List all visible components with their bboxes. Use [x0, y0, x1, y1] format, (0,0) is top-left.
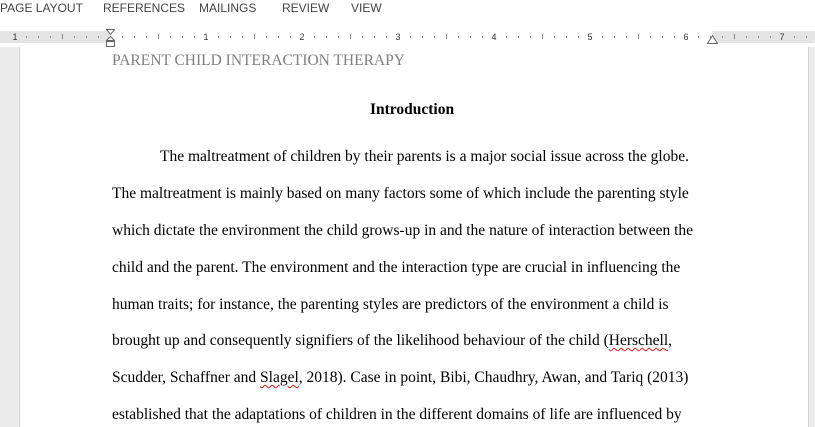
ruler-tick: [98, 36, 99, 38]
spelling-flag[interactable]: Herschell: [608, 332, 669, 349]
paragraph-line[interactable]: [112, 259, 680, 277]
ruler-number: 3: [395, 32, 401, 42]
ruler-number: 2: [299, 32, 305, 42]
ruler-tick: [158, 34, 159, 39]
ruler-tick: [194, 36, 195, 38]
ruler-tick: [434, 36, 435, 38]
ruler-tick: [470, 36, 471, 38]
ruler-tick: [578, 36, 579, 38]
running-header[interactable]: PARENT CHILD INTERACTION THERAPY: [112, 52, 405, 69]
ruler-tick: [122, 36, 123, 38]
ruler-tick: [602, 36, 603, 38]
ruler-tick: [662, 36, 663, 38]
ruler-tick: [62, 34, 63, 39]
line-text: which dictate the environment the child grows-up in and the nature of interaction between the: [112, 222, 694, 239]
ruler-tick: [362, 36, 363, 38]
tab-mailings[interactable]: MAILINGS: [199, 1, 257, 15]
ruler-tick: [38, 36, 39, 38]
ruler-tick: [674, 36, 675, 38]
ruler-tick: [722, 36, 723, 38]
paragraph-line[interactable]: [112, 222, 693, 240]
ruler-tick: [614, 36, 615, 38]
ruler-tick: [446, 34, 447, 39]
ruler-tick: [146, 36, 147, 38]
ruler-tick: [182, 36, 183, 38]
ruler-tick: [410, 36, 411, 38]
ruler-tick: [86, 36, 87, 38]
ruler-tick: [26, 36, 27, 38]
paragraph-line[interactable]: [112, 369, 688, 387]
ruler-tick: [326, 36, 327, 38]
tab-review[interactable]: REVIEW: [282, 1, 330, 15]
line-text: Scudder, Schaffner and: [112, 369, 261, 386]
ruler-tick: [422, 36, 423, 38]
ruler-tick: [770, 36, 771, 38]
ruler-tick: [650, 36, 651, 38]
ruler-tick: [218, 36, 219, 38]
ruler-tick: [290, 36, 291, 38]
ruler-tick: [386, 36, 387, 38]
horizontal-ruler: [0, 29, 815, 47]
line-text: brought up and consequently signifiers of the likelihood behaviour of the child (: [112, 332, 609, 349]
ruler-tick: [74, 36, 75, 38]
ruler-tick: [506, 36, 507, 38]
ruler-tick: [566, 36, 567, 38]
ruler-tick: [278, 36, 279, 38]
left-indent-marker-icon[interactable]: [106, 29, 115, 47]
ruler-tick: [338, 36, 339, 38]
line-text: established that the adaptations of children in the different domains of life are influenced by: [112, 406, 682, 423]
ruler-tick: [374, 36, 375, 38]
ruler-tick: [50, 36, 51, 38]
ruler-tick: [758, 36, 759, 38]
ruler-number: 7: [779, 32, 785, 42]
tab-page-layout[interactable]: PAGE LAYOUT: [0, 1, 83, 15]
ruler-tick: [254, 34, 255, 39]
ruler-tick: [482, 36, 483, 38]
line-text: The maltreatment of children by their parents is a major social issue across the globe.: [160, 148, 689, 165]
spelling-flag[interactable]: Slagel: [260, 369, 299, 386]
ruler-tick: [170, 36, 171, 38]
ruler-tick: [794, 36, 795, 38]
ruler-tick: [266, 36, 267, 38]
line-text: , 2018). Case in point, Bibi, Chaudhry, Awan, and Tariq (2013): [298, 369, 689, 386]
paragraph-line[interactable]: [112, 296, 669, 314]
line-text: human traits; for instance, the parenting styles are predictors of the environment a child is: [112, 296, 669, 313]
ruler-tick: [518, 36, 519, 38]
tab-view[interactable]: VIEW: [351, 1, 382, 15]
ruler-tick: [806, 36, 807, 38]
ruler-number: 1: [203, 32, 209, 42]
ruler-tick: [230, 36, 231, 38]
ruler-tick: [626, 36, 627, 38]
ribbon-tab-bar: [0, 0, 815, 16]
ruler-tick: [554, 36, 555, 38]
ruler-right-margin: [712, 31, 815, 43]
ruler-tick: [542, 34, 543, 39]
ruler-tick: [734, 34, 735, 39]
ruler-tick: [458, 36, 459, 38]
section-heading[interactable]: Introduction: [369, 101, 455, 118]
paragraph-line[interactable]: [112, 185, 689, 203]
ruler-number: 5: [587, 32, 593, 42]
ruler-tick: [242, 36, 243, 38]
ruler-tick: [350, 34, 351, 39]
tab-references[interactable]: REFERENCES: [103, 1, 186, 15]
ruler-tick: [638, 34, 639, 39]
ruler-tick: [134, 36, 135, 38]
ruler-tick: [746, 36, 747, 38]
ruler-number: 4: [491, 32, 497, 42]
line-text: The maltreatment is mainly based on many factors some of which include the parenting style: [112, 185, 689, 202]
paragraph-line[interactable]: [112, 332, 672, 350]
ruler-tick: [314, 36, 315, 38]
ruler-tick: [530, 36, 531, 38]
paragraph-line[interactable]: [112, 148, 689, 166]
ruler-number: 1: [12, 32, 18, 42]
line-text: ,: [668, 332, 673, 349]
line-text: child and the parent. The environment and the interaction type are crucial in influencing the: [112, 259, 681, 276]
paragraph-line[interactable]: [112, 406, 682, 424]
ruler-tick: [698, 36, 699, 38]
ruler-number: 6: [683, 32, 689, 42]
right-indent-marker-icon[interactable]: [707, 35, 718, 44]
